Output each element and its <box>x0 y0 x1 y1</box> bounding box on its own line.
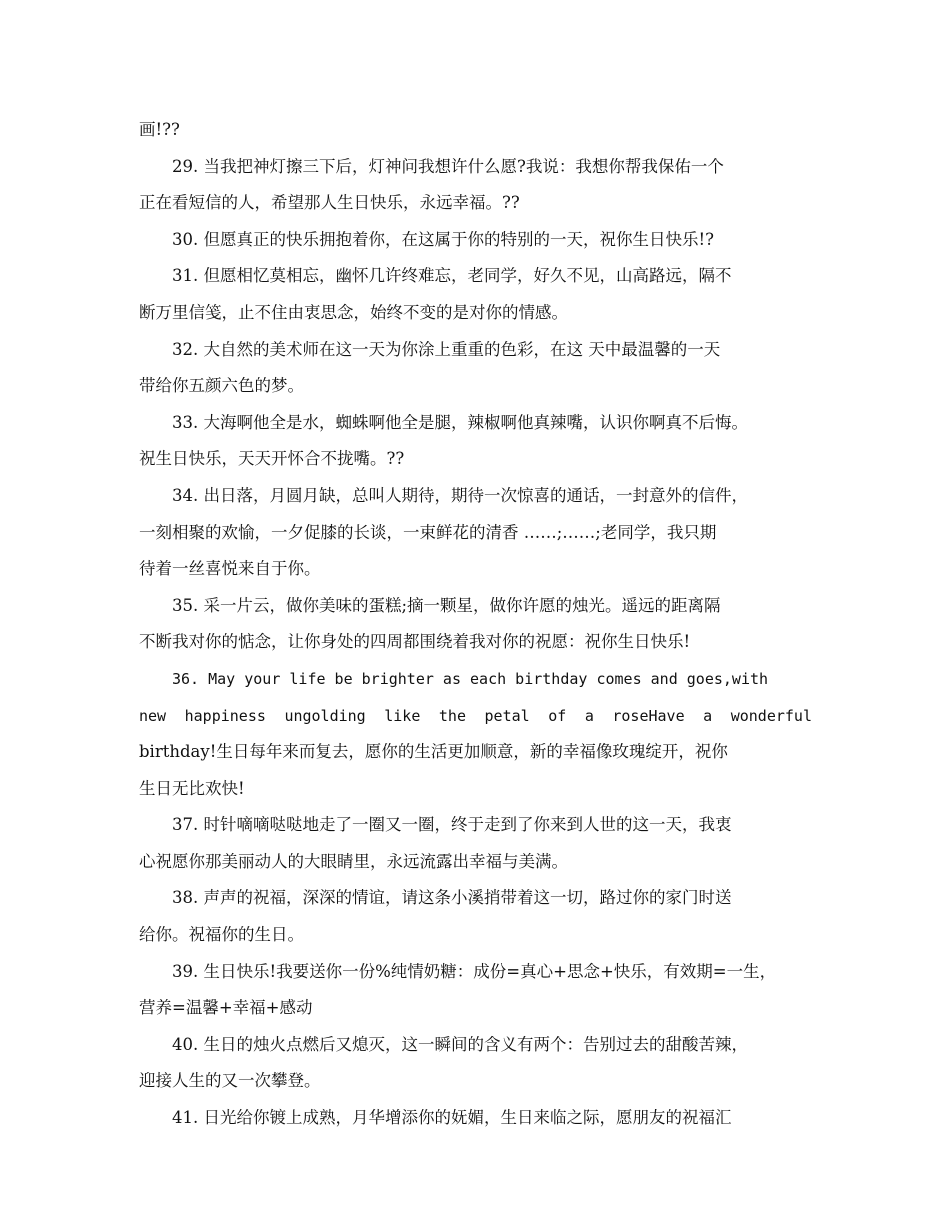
text-line: 29. 当我把神灯擦三下后，灯神问我想许什么愿?我说：我想你帮我保佑一个 <box>172 156 724 176</box>
text-line: 35. 采一片云，做你美味的蛋糕;摘一颗星，做你许愿的烛光。遥远的距离隔 <box>172 595 721 615</box>
word: a <box>703 706 713 725</box>
text-line: 33. 大海啊他全是水，蜘蛛啊他全是腿，辣椒啊他真辣嘴，认识你啊真不后悔。 <box>172 412 748 432</box>
text-line: 营养=温馨+幸福+感动 <box>139 998 313 1018</box>
word: like <box>384 706 421 725</box>
text-line: 36. May your life be brighter as each birthday comes and goes,with <box>172 669 769 688</box>
text-line: 正在看短信的人，希望那人生日快乐，永远幸福。?? <box>139 193 520 213</box>
word: roseHave <box>612 706 685 725</box>
text-line-justified <box>139 698 812 735</box>
text-line: 不断我对你的惦念，让你身处的四周都围绕着我对你的祝愿：祝你生日快乐! <box>139 632 691 652</box>
text-line: 37. 时针嘀嘀哒哒地走了一圈又一圈，终于走到了你来到人世的这一天，我衷 <box>172 815 732 835</box>
document-page <box>139 112 812 1137</box>
text-line: 祝生日快乐，天天开怀合不拢嘴。?? <box>139 449 405 469</box>
word: petal <box>484 706 530 725</box>
text-line: birthday!生日每年来而复去，愿你的生活更加顺意，新的幸福像玫瑰绽开，祝你 <box>139 742 728 762</box>
word: the <box>438 706 466 725</box>
text-line: 一刻相聚的欢愉，一夕促膝的长谈，一束鲜花的清香 ……;……;老同学，我只期 <box>139 522 717 542</box>
word: a <box>584 706 594 725</box>
text-line: 30. 但愿真正的快乐拥抱着你，在这属于你的特别的一天，祝你生日快乐!? <box>172 229 714 249</box>
word: new <box>139 706 167 725</box>
text-line: 生日无比欢快! <box>139 778 245 798</box>
word: wonderful <box>730 706 812 725</box>
word: ungolding <box>284 706 366 725</box>
text-line: 32. 大自然的美术师在这一天为你涂上重重的色彩，在这 天中最温馨的一天 <box>172 339 721 359</box>
text-line: 心祝愿你那美丽动人的大眼睛里，永远流露出幸福与美满。 <box>139 851 568 871</box>
text-line: 断万里信笺，止不住由衷思念，始终不变的是对你的情感。 <box>139 302 568 322</box>
text-line: 给你。祝福你的生日。 <box>139 925 304 945</box>
text-line: 39. 生日快乐!我要送你一份%纯情奶糖：成份=真心+思念+快乐，有效期=一生， <box>172 961 777 981</box>
word: happiness <box>184 706 266 725</box>
text-line: 34. 出日落，月圆月缺，总叫人期待，期待一次惊喜的通话，一封意外的信件， <box>172 485 748 505</box>
text-line: 38. 声声的祝福，深深的情谊，请这条小溪捎带着这一切，路过你的家门时送 <box>172 888 732 908</box>
text-line: 带给你五颜六色的梦。 <box>139 376 304 396</box>
text-line: 迎接人生的又一次攀登。 <box>139 1071 321 1091</box>
word: of <box>548 706 567 725</box>
text-line: 画!?? <box>139 120 180 139</box>
text-line: 31. 但愿相忆莫相忘，幽怀几许终难忘，老同学，好久不见，山高路远，隔不 <box>172 266 732 286</box>
text-line: 待着一丝喜悦来自于你。 <box>139 559 321 579</box>
text-line: 41. 日光给你镀上成熟，月华增添你的妩媚，生日来临之际，愿朋友的祝福汇 <box>172 1108 732 1128</box>
text-line: 40. 生日的烛火点燃后又熄灭，这一瞬间的含义有两个：告别过去的甜酸苦辣， <box>172 1034 748 1054</box>
